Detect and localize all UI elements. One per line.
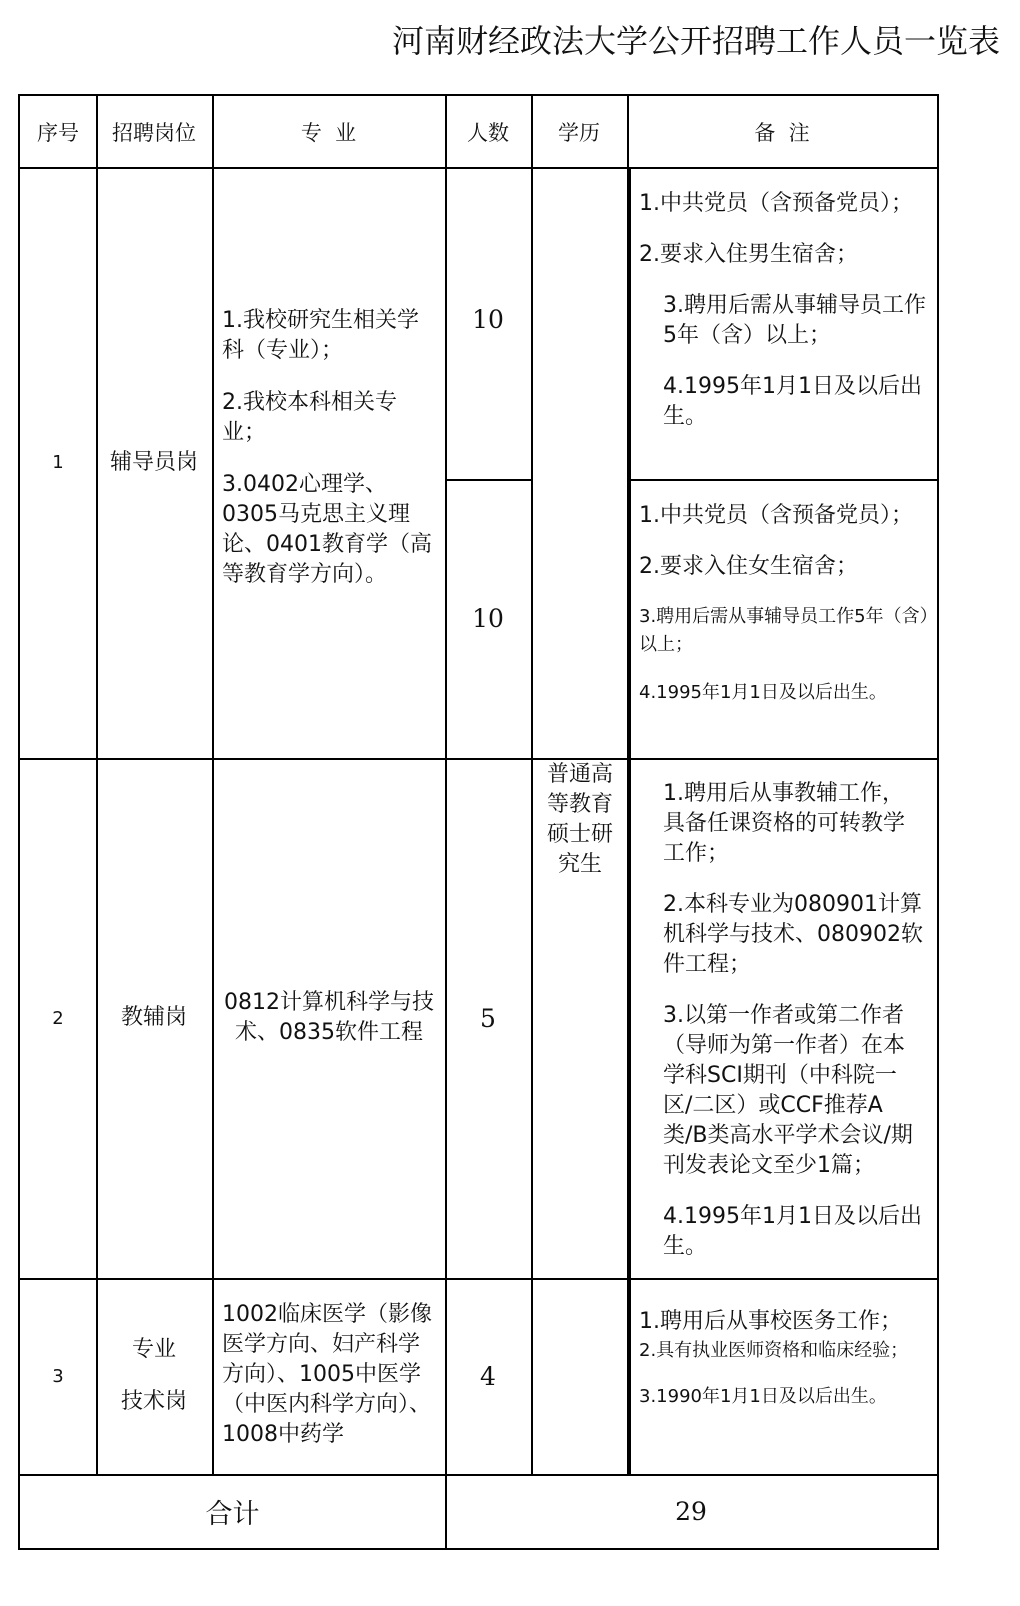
row3-position-line1: 专业 (131, 1337, 176, 1362)
total-label: 合计 (205, 1498, 260, 1530)
row3-major: 1002临床医学（影像医学方向、妇产科学方向）、1005中医学（中医内科学方向）、1008中药学 (222, 1302, 432, 1447)
header-position: 招聘岗位 (112, 120, 196, 145)
header-count: 人数 (467, 120, 509, 145)
row1a-note-1: 1.中共党员（含预备党员）； (639, 191, 913, 216)
row3-count: 4 (480, 1361, 496, 1391)
page-title: 河南财经政法大学公开招聘工作人员一览表 (391, 22, 1000, 60)
row1-major-item-1: 1.我校研究生相关学科（专业）； (222, 308, 419, 363)
row3-position (96, 1278, 212, 1474)
education-all: 普通高等教育硕士研究生 (546, 762, 613, 877)
row1a-notes (639, 189, 929, 453)
row1b-count: 10 (472, 604, 504, 633)
col-line-5-double (629, 167, 631, 1474)
row1a-note-4: 4.1995年1月1日及以后出生。 (663, 374, 922, 429)
row2-major: 0812计算机科学与技术、0835软件工程 (224, 990, 434, 1045)
row1-major (222, 306, 440, 612)
row2-seq: 2 (52, 1007, 64, 1029)
row1b-note-2: 2.要求入住女生宿舍； (639, 554, 858, 579)
total-value: 29 (675, 1496, 707, 1526)
row1b-notes (639, 501, 929, 727)
row1a-count: 10 (472, 305, 504, 334)
row3-note-2: 2.具有执业医师资格和临床经验； (639, 1340, 909, 1361)
row1b-note-1: 1.中共党员（含预备党员）； (639, 503, 913, 528)
row2-notes (663, 779, 925, 1283)
row3-note-1: 1.聘用后从事校医务工作； (639, 1309, 902, 1334)
row1b-note-3: 3.聘用后需从事辅导员工作5年（含）以上； (639, 606, 929, 655)
row1b-note-4: 4.1995年1月1日及以后出生。 (639, 682, 887, 703)
row2-note-4: 4.1995年1月1日及以后出生。 (663, 1204, 922, 1259)
row2-note-1: 1.聘用后从事教辅工作，具备任课资格的可转教学工作； (663, 781, 906, 866)
recruitment-table (18, 94, 939, 1550)
row2-note-3: 3.以第一作者或第二作者（导师为第一作者）在本学科SCI期刊（中科院一区/二区）或CCF推荐A类/B类高水平学术会议/期刊发表论文至少1篇； (663, 1003, 913, 1178)
row1-major-item-2: 2.我校本科相关专业； (222, 390, 397, 445)
row1-major-item-3: 3.0402心理学、0305马克思主义理论、0401教育学（高等教育学方向）。 (222, 472, 432, 587)
row2-position: 教辅岗 (120, 1005, 187, 1030)
header-major: 专 业 (300, 120, 357, 145)
row3-notes (639, 1307, 929, 1431)
row1a-note-2: 2.要求入住男生宿舍； (639, 242, 858, 267)
header-education: 学历 (558, 120, 600, 145)
row1a-note-3: 3.聘用后需从事辅导员工作5年（含）以上； (663, 293, 926, 348)
row1-seq: 1 (52, 452, 64, 473)
row3-seq: 3 (52, 1365, 64, 1387)
col-line-2 (212, 96, 214, 1474)
row1-position: 辅导员岗 (109, 449, 198, 475)
row2-note-2: 2.本科专业为080901计算机科学与技术、080902软件工程； (663, 892, 923, 977)
row3-position-line2: 技术岗 (120, 1389, 187, 1414)
header-notes: 备 注 (754, 120, 810, 145)
row3-note-3: 3.1990年1月1日及以后出生。 (639, 1386, 887, 1407)
row1-notes-split-line (627, 479, 937, 481)
header-seq: 序号 (37, 120, 79, 145)
col-line-4 (531, 96, 533, 1474)
row2-count: 5 (480, 1003, 496, 1033)
